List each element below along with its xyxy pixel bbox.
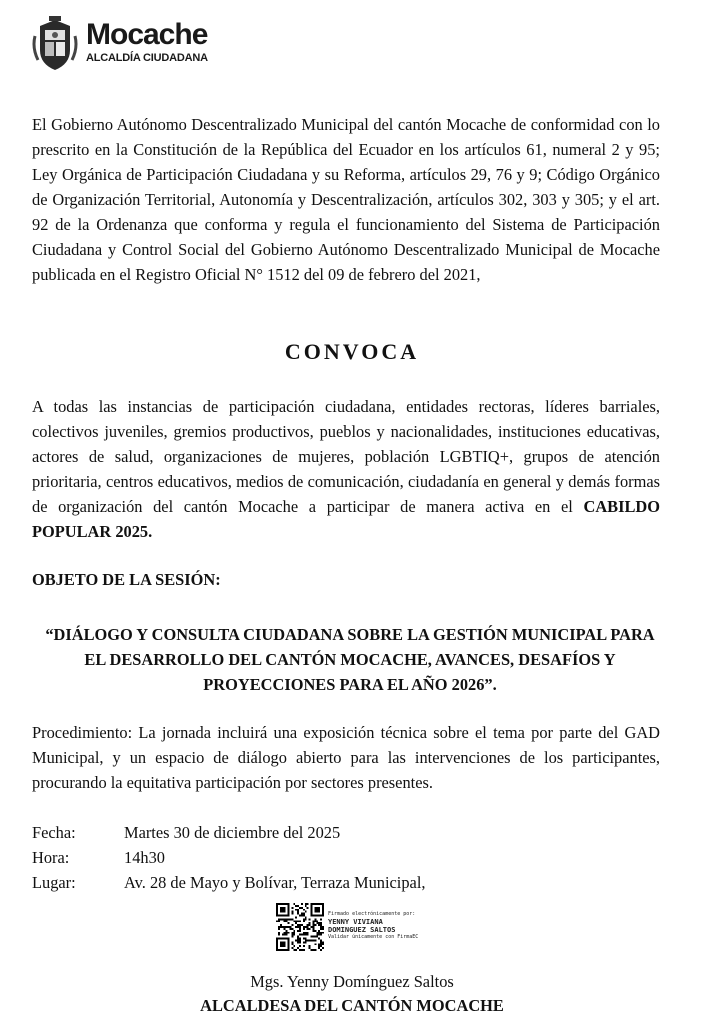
time-value: 14h30 (124, 848, 165, 867)
brand-subtitle: ALCALDÍA CIUDADANA (86, 52, 208, 64)
intro-paragraph: El Gobierno Autónomo Descentralizado Municipal del cantón Mocache de conformidad con lo prescrito en la Constitución de la República del Ecuador en los artículos 61, numeral 2 y 95; Ley Orgánica de Participación Ciudadana y su Reforma, artículos 29, 76 y 9; Código Orgánico de Organización Territorial, Autonomía y Descentralización, artículos 302, 303 y 305; y el art. 92 de la Ordenanza que conforma y regula el funcionamiento del Sistema de Participación Ciudadana y Control Social del Gobierno Autónomo Descentralizado Municipal de Mocache publicada en el Registro Oficial N° 1512 del 09 de febrero del 2021, (32, 115, 660, 284)
objective-heading: OBJETO DE LA SESIÓN: (32, 570, 221, 589)
brand (86, 20, 208, 64)
header (32, 14, 222, 76)
brand-name: Mocache (86, 18, 208, 51)
event-name: CABILDO POPULAR 2025. (32, 497, 660, 541)
place-row (32, 870, 426, 895)
date-row (32, 820, 426, 845)
objective-text: “DIÁLOGO Y CONSULTA CIUDADANA SOBRE LA GESTIÓN MUNICIPAL PARA EL DESARROLLO DEL CANTÓN MOCACHE, AVANCES, DESAFÍOS Y PROYECCIONES PARA EL AÑO 2026”. (45, 625, 655, 694)
document-title: CONVOCA (284, 339, 420, 364)
date-label: Fecha: (32, 823, 76, 842)
signature-text (328, 911, 418, 941)
time-label: Hora: (32, 848, 70, 867)
event-details (32, 820, 426, 895)
invitation-paragraph (32, 394, 660, 544)
signer-name: Mgs. Yenny Domínguez Saltos (250, 972, 454, 991)
place-label: Lugar: (32, 873, 76, 892)
electronic-signature (276, 903, 426, 957)
municipal-crest-icon (32, 16, 78, 72)
time-row (32, 845, 426, 870)
signature-validation: Validar únicamente con FirmaEC (328, 934, 419, 940)
signer-title: ALCALDESA DEL CANTÓN MOCACHE (200, 996, 504, 1015)
invitation-text: A todas las instancias de participación ciudadana, entidades rectoras, líderes barriales, colectivos juveniles, gremios productivos, pueblos y nacionalidades, instituciones educativas, actores de salud, organizaciones de mujeres, población LGBTIQ+, grupos de atención prioritaria, centros educativos, medios de comunicación, ciudadanía en general y demás formas de organización del cantón Mocache a participar de manera activa en el (32, 397, 660, 516)
place-value: Av. 28 de Mayo y Bolívar, Terraza Municipal, (124, 873, 426, 892)
date-value: Martes 30 de diciembre del 2025 (124, 823, 341, 842)
signer-name-first: YENNY VIVIANA (328, 918, 383, 926)
procedure-paragraph: Procedimiento: La jornada incluirá una exposición técnica sobre el tema por parte del GAD Municipal, y un espacio de diálogo abierto para las intervenciones de los participantes, procurando la equitativa participación por sectores presentes. (32, 723, 660, 792)
signer-name-last: DOMINGUEZ SALTOS (328, 926, 396, 934)
qr-code-icon (276, 903, 324, 951)
signature-caption: Firmado electrónicamente por: (328, 911, 416, 917)
